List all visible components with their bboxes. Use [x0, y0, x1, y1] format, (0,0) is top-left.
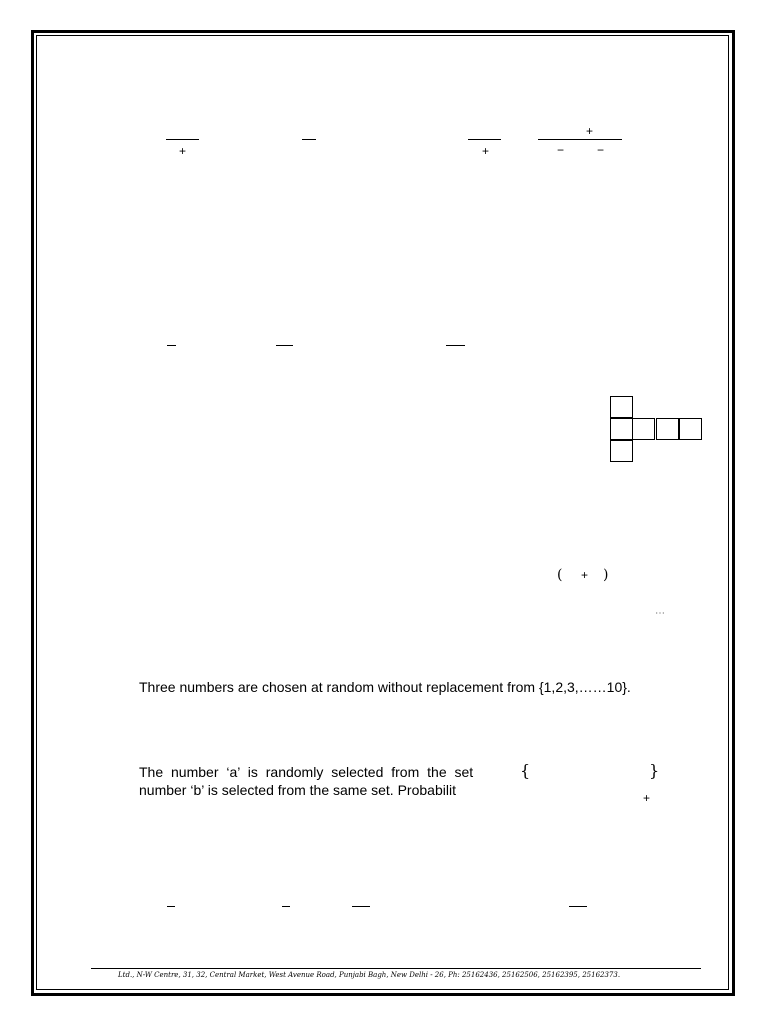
- fraction-bar: [167, 345, 176, 346]
- footer-rule: [91, 968, 701, 969]
- fraction-bar: [446, 345, 465, 346]
- fraction-bar: [166, 139, 199, 140]
- plus-sign: +: [643, 791, 651, 805]
- plus-sign: +: [482, 144, 490, 158]
- fraction-bar: [538, 139, 622, 140]
- page-border-inner: [36, 35, 729, 990]
- net-square: [632, 418, 655, 440]
- ellipsis: ⋯: [655, 608, 666, 619]
- net-square: [610, 396, 633, 418]
- question-number-a-line2: number ‘b’ is selected from the same set. Probabilit: [139, 782, 456, 798]
- fraction-bar: [569, 906, 587, 907]
- fraction-bar: [468, 139, 501, 140]
- minus-sign: −: [597, 143, 605, 157]
- open-paren: (: [557, 567, 563, 583]
- plus-sign: +: [581, 568, 589, 582]
- fraction-bar: [167, 906, 175, 907]
- close-brace: }: [649, 761, 660, 780]
- fraction-bar: [352, 906, 370, 907]
- net-square: [656, 418, 679, 440]
- question-three-numbers: Three numbers are chosen at random without replacement from {1,2,3,……10}.: [139, 679, 631, 695]
- close-paren: ): [603, 567, 609, 583]
- net-square: [610, 418, 633, 440]
- question-number-a-line1: The number ‘a’ is randomly selected from the set: [139, 764, 474, 780]
- plus-sign: +: [179, 144, 187, 158]
- footer-address: Ltd., N-W Centre, 31, 32, Central Market, West Avenue Road, Punjabi Bagh, New Delhi - 26, Ph: 25162436, 25162506, 25162395, 25162373.: [118, 971, 621, 979]
- minus-sign: −: [557, 143, 565, 157]
- open-brace: {: [520, 761, 531, 780]
- fraction-bar: [282, 906, 290, 907]
- net-square: [679, 418, 702, 440]
- plus-sign: +: [586, 124, 594, 138]
- fraction-bar: [302, 139, 316, 140]
- net-square: [610, 440, 633, 462]
- fraction-bar: [276, 345, 293, 346]
